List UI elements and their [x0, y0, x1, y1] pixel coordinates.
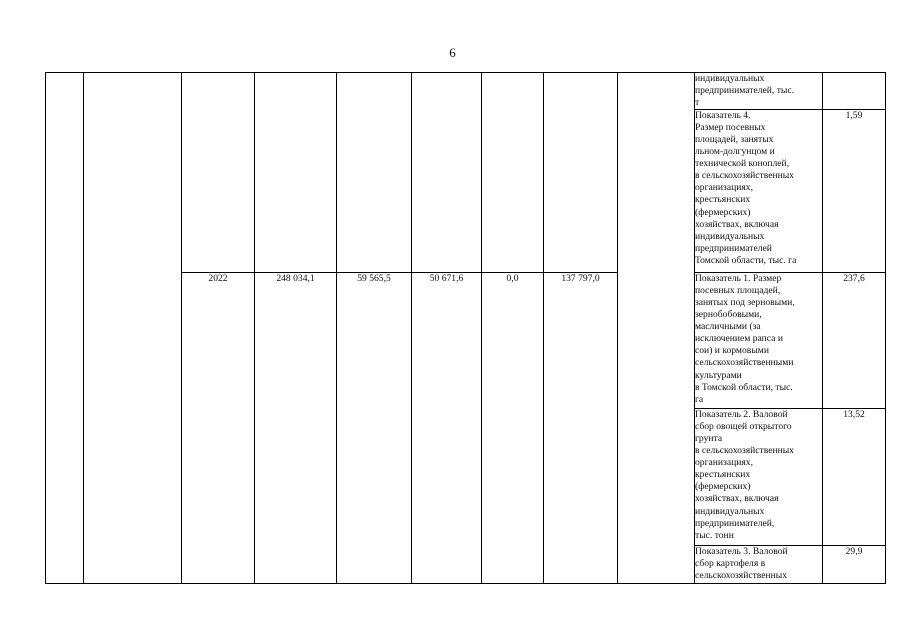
indicator-cell — [695, 273, 823, 409]
indicator-line: хозяйствах, включая — [695, 493, 779, 505]
indicator-line: площадей, занятых — [695, 134, 774, 146]
indicator-line: (фермерских) — [695, 481, 751, 493]
indicator-line: сои) и кормовыми — [695, 345, 769, 357]
indicator-value: 13,52 — [823, 409, 886, 546]
indicator-line: крестьянских — [695, 194, 751, 206]
indicator-line: сельскохозяйственными — [695, 357, 794, 369]
index-cell — [46, 73, 84, 584]
indicator-line: организациях, — [695, 457, 753, 469]
indicator-line: технической коноплей, — [695, 158, 790, 170]
indicator-line: в сельскохозяйственных — [695, 445, 794, 457]
col4-cell-prev — [482, 73, 544, 273]
indicator-cell — [695, 409, 823, 546]
indicator-value: 1,59 — [823, 110, 886, 273]
col5-cell: 137 797,0 — [544, 273, 618, 584]
indicator-line: га — [695, 393, 704, 405]
year-cell: 2022 — [182, 273, 255, 584]
indicator-line: (фермерских) — [695, 206, 751, 218]
indicator-line: т — [695, 97, 700, 109]
indicator-line: индивидуальных — [695, 73, 765, 84]
indicator-line: сбор картофеля в — [695, 558, 766, 570]
indicator-line: Томской области, тыс. га — [695, 254, 797, 266]
indicator-line: сбор овощей открытого — [695, 421, 792, 433]
indicator-line: крестьянских — [695, 469, 751, 481]
col2-cell: 59 565,5 — [337, 273, 412, 584]
program-table — [45, 72, 886, 584]
indicator-line: в сельскохозяйственных — [695, 170, 794, 182]
indicator-cell — [695, 110, 823, 273]
indicator-line: индивидуальных — [695, 505, 765, 517]
indicator-cell — [695, 546, 823, 584]
indicator-line: грунта — [695, 433, 723, 445]
year-cell-prev — [182, 73, 255, 273]
indicator-line: зернобобовыми, — [695, 309, 762, 321]
indicator-line: индивидуальных — [695, 230, 765, 242]
col2-cell-prev — [337, 73, 412, 273]
indicator-line: посевных площадей, — [695, 285, 781, 297]
executor-cell — [618, 73, 695, 584]
indicator-line: Показатель 2. Валовой — [695, 409, 788, 421]
total-cell: 248 034,1 — [255, 273, 337, 584]
name-cell — [84, 73, 182, 584]
table-row — [46, 73, 886, 110]
indicator-value: 29,9 — [823, 546, 886, 584]
indicator-line: Показатель 3. Валовой — [695, 546, 788, 558]
indicator-line: исключением рапса и — [695, 333, 783, 345]
indicator-line: Показатель 1. Размер — [695, 273, 782, 285]
indicator-line: льном-долгунцом и — [695, 146, 775, 158]
indicator-line: предпринимателей, тыс. — [695, 85, 795, 97]
indicator-value — [823, 73, 886, 110]
col4-cell: 0,0 — [482, 273, 544, 584]
total-cell-prev — [255, 73, 337, 273]
indicator-line: Показатель 4. — [695, 110, 751, 122]
indicator-line: в Томской области, тыс. — [695, 381, 793, 393]
indicator-cell — [695, 73, 823, 110]
indicator-value: 237,6 — [823, 273, 886, 409]
indicator-line: занятых под зерновыми, — [695, 297, 795, 309]
indicator-line: хозяйствах, включая — [695, 218, 779, 230]
col5-cell-prev — [544, 73, 618, 273]
indicator-line: предпринимателей — [695, 242, 772, 254]
page-number: 6 — [449, 45, 456, 60]
col3-cell-prev — [412, 73, 482, 273]
indicator-line: Размер посевных — [695, 122, 766, 134]
indicator-line: организациях, — [695, 182, 753, 194]
indicator-line: предпринимателей, — [695, 517, 775, 529]
indicator-line: сельскохозяйственных — [695, 570, 788, 582]
indicator-line: масличными (за — [695, 321, 761, 333]
col3-cell: 50 671,6 — [412, 273, 482, 584]
indicator-line: культурами — [695, 369, 742, 381]
indicator-line: тыс. тонн — [695, 529, 734, 541]
